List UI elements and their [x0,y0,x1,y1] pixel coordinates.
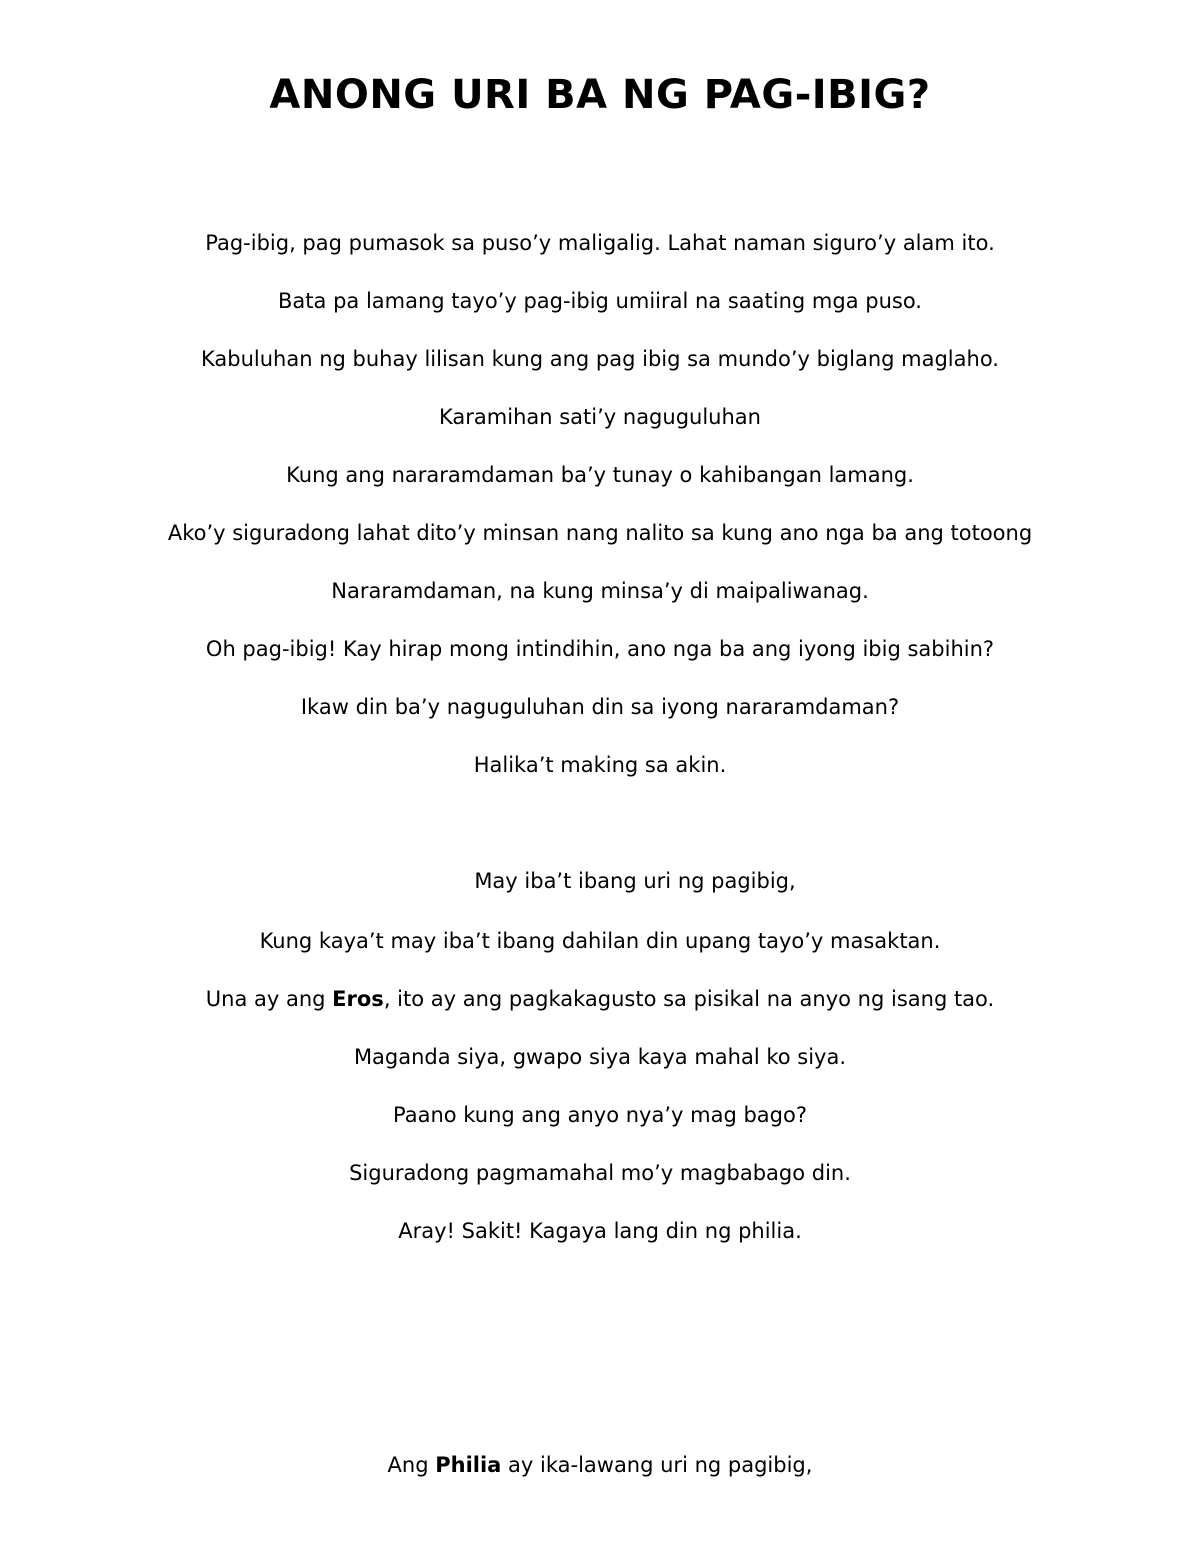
poem-line: Kung kaya’t may iba’t ibang dahilan din upang tayo’y masaktan. [259,929,941,953]
poem-line: Kung ang nararamdaman ba’y tunay o kahibangan lamang. [286,463,914,487]
poem-line-philia [0,1450,1200,1480]
poem-line: Siguradong pagmamahal mo’y magbabago din. [349,1161,851,1185]
text-segment: Ang [387,1453,436,1477]
text-segment: , ito ay ang pagkakagusto sa pisikal na anyo ng isang tao. [383,987,995,1011]
document-title: ANONG URI BA NG PAG-IBIG? [269,72,931,118]
poem-line: Ikaw din ba’y naguguluhan din sa iyong nararamdaman? [300,695,900,719]
poem-line: Karamihan sati’y naguguluhan [439,405,761,429]
poem-line: Kabuluhan ng buhay lilisan kung ang pag ibig sa mundo’y biglang maglaho. [201,347,999,371]
poem-line: Nararamdaman, na kung minsa’y di maipaliwanag. [331,579,869,603]
poem-line: Pag-ibig, pag pumasok sa puso’y maligalig. Lahat naman siguro’y alam ito. [205,231,995,255]
poem-line-eros [0,984,1200,1014]
poem-line: Halika’t making sa akin. [473,753,727,777]
poem-line: Aray! Sakit! Kagaya lang din ng philia. [398,1219,802,1243]
poem-line: May iba’t ibang uri ng pagibig, [474,869,796,893]
term-philia: Philia [435,1453,502,1477]
poem-line: Bata pa lamang tayo’y pag-ibig umiiral na saating mga puso. [278,289,922,313]
term-eros: Eros [332,987,384,1011]
poem-line: Ako’y siguradong lahat dito’y minsan nang nalito sa kung ano nga ba ang totoong [167,521,1033,545]
text-segment: ay ika-lawang uri ng pagibig, [501,1453,813,1477]
poem-line: Oh pag-ibig! Kay hirap mong intindihin, ano nga ba ang iyong ibig sabihin? [205,637,995,661]
poem-line: Paano kung ang anyo nya’y mag bago? [393,1103,807,1127]
text-segment: Una ay ang [205,987,333,1011]
poem-line: Maganda siya, gwapo siya kaya mahal ko siya. [353,1045,847,1069]
